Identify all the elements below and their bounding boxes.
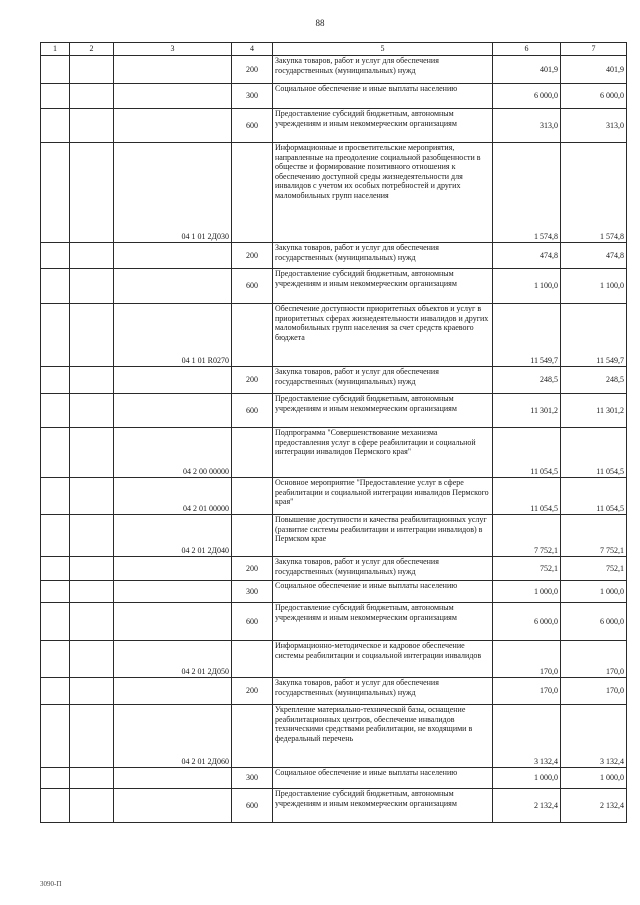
amount-col7: 6 000,0 (561, 84, 627, 109)
col1-cell (41, 557, 70, 581)
col1-cell (41, 603, 70, 641)
col1-cell (41, 428, 70, 478)
col1-cell (41, 678, 70, 705)
column-header: 2 (70, 43, 114, 56)
amount-col7: 1 574,8 (561, 143, 627, 243)
expense-type-code: 600 (232, 109, 273, 143)
col2-cell (70, 143, 114, 243)
col2-cell (70, 304, 114, 367)
target-article-code (114, 678, 232, 705)
item-name: Социальное обеспечение и иные выплаты населению (273, 84, 493, 109)
amount-col6: 6 000,0 (493, 603, 561, 641)
item-name: Укрепление материально-технической базы, оснащение реабилитационных центров, обеспечение инвалидов техническими средствами реабилитации, не входящими в федеральный перечень (273, 705, 493, 768)
expense-type-code: 200 (232, 367, 273, 394)
column-header: 3 (114, 43, 232, 56)
column-header: 1 (41, 43, 70, 56)
target-article-code: 04 1 01 R0270 (114, 304, 232, 367)
col2-cell (70, 84, 114, 109)
col1-cell (41, 768, 70, 789)
amount-col7: 752,1 (561, 557, 627, 581)
item-name: Информационные и просветительские мероприятия, направленные на преодоление социальной разобщенности в обществе и формирование позитивного отношения к обеспечению доступной среды жизнедеятельности для инвалидов с учетом их особых потребностей и других маломобильных групп населения (273, 143, 493, 243)
table-row (41, 678, 627, 705)
amount-col7: 170,0 (561, 641, 627, 678)
header-row (41, 43, 627, 56)
target-article-code: 04 2 01 2Д050 (114, 641, 232, 678)
expense-type-code: 600 (232, 789, 273, 823)
col2-cell (70, 768, 114, 789)
amount-col6: 1 000,0 (493, 581, 561, 603)
col2-cell (70, 109, 114, 143)
amount-col6: 11 549,7 (493, 304, 561, 367)
col1-cell (41, 269, 70, 304)
col2-cell (70, 367, 114, 394)
budget-table (40, 42, 627, 823)
table-row (41, 84, 627, 109)
expense-type-code: 200 (232, 243, 273, 269)
col2-cell (70, 641, 114, 678)
column-header: 4 (232, 43, 273, 56)
expense-type-code: 200 (232, 56, 273, 84)
amount-col6: 474,8 (493, 243, 561, 269)
amount-col6: 248,5 (493, 367, 561, 394)
col2-cell (70, 515, 114, 557)
amount-col7: 11 054,5 (561, 428, 627, 478)
col2-cell (70, 581, 114, 603)
expense-type-code: 200 (232, 557, 273, 581)
column-header: 7 (561, 43, 627, 56)
col1-cell (41, 84, 70, 109)
col1-cell (41, 304, 70, 367)
amount-col6: 7 752,1 (493, 515, 561, 557)
table-row (41, 768, 627, 789)
expense-type-code (232, 143, 273, 243)
amount-col7: 1 100,0 (561, 269, 627, 304)
amount-col7: 401,9 (561, 56, 627, 84)
expense-type-code: 300 (232, 84, 273, 109)
table-row (41, 109, 627, 143)
amount-col7: 1 000,0 (561, 768, 627, 789)
col2-cell (70, 56, 114, 84)
expense-type-code: 600 (232, 269, 273, 304)
col1-cell (41, 367, 70, 394)
target-article-code: 04 2 01 00000 (114, 478, 232, 515)
amount-col7: 6 000,0 (561, 603, 627, 641)
table-row (41, 304, 627, 367)
target-article-code (114, 789, 232, 823)
item-name: Социальное обеспечение и иные выплаты населению (273, 581, 493, 603)
item-name: Закупка товаров, работ и услуг для обеспечения государственных (муниципальных) нужд (273, 243, 493, 269)
item-name: Закупка товаров, работ и услуг для обеспечения государственных (муниципальных) нужд (273, 56, 493, 84)
item-name: Предоставление субсидий бюджетным, автономным учреждениям и иным некоммерческим организациям (273, 789, 493, 823)
col1-cell (41, 478, 70, 515)
target-article-code (114, 56, 232, 84)
amount-col7: 474,8 (561, 243, 627, 269)
expense-type-code (232, 515, 273, 557)
amount-col6: 11 054,5 (493, 478, 561, 515)
expense-type-code: 600 (232, 603, 273, 641)
item-name: Закупка товаров, работ и услуг для обеспечения государственных (муниципальных) нужд (273, 367, 493, 394)
target-article-code (114, 269, 232, 304)
item-name: Закупка товаров, работ и услуг для обеспечения государственных (муниципальных) нужд (273, 678, 493, 705)
expense-type-code: 200 (232, 678, 273, 705)
expense-type-code (232, 641, 273, 678)
col1-cell (41, 56, 70, 84)
amount-col7: 11 054,5 (561, 478, 627, 515)
col1-cell (41, 394, 70, 428)
col1-cell (41, 109, 70, 143)
table-row (41, 581, 627, 603)
column-header: 6 (493, 43, 561, 56)
target-article-code (114, 84, 232, 109)
table-row (41, 705, 627, 768)
table-row (41, 515, 627, 557)
amount-col7: 3 132,4 (561, 705, 627, 768)
table-row (41, 557, 627, 581)
table-row (41, 394, 627, 428)
target-article-code: 04 2 01 2Д060 (114, 705, 232, 768)
expense-type-code (232, 428, 273, 478)
amount-col7: 313,0 (561, 109, 627, 143)
target-article-code (114, 394, 232, 428)
item-name: Информационно-методическое и кадровое обеспечение системы реабилитации и социальной интеграции инвалидов (273, 641, 493, 678)
table-row (41, 143, 627, 243)
col1-cell (41, 143, 70, 243)
amount-col6: 3 132,4 (493, 705, 561, 768)
target-article-code: 04 1 01 2Д030 (114, 143, 232, 243)
expense-type-code (232, 304, 273, 367)
target-article-code (114, 367, 232, 394)
expense-type-code: 600 (232, 394, 273, 428)
item-name: Подпрограмма "Совершенствование механизма предоставления услуг в сфере реабилитации и социальной интеграции инвалидов Пермского края" (273, 428, 493, 478)
target-article-code (114, 603, 232, 641)
amount-col7: 1 000,0 (561, 581, 627, 603)
col2-cell (70, 428, 114, 478)
amount-col6: 401,9 (493, 56, 561, 84)
col1-cell (41, 581, 70, 603)
col2-cell (70, 243, 114, 269)
item-name: Социальное обеспечение и иные выплаты населению (273, 768, 493, 789)
table-row (41, 56, 627, 84)
col2-cell (70, 603, 114, 641)
target-article-code (114, 109, 232, 143)
amount-col7: 2 132,4 (561, 789, 627, 823)
target-article-code (114, 768, 232, 789)
col2-cell (70, 269, 114, 304)
col2-cell (70, 394, 114, 428)
item-name: Предоставление субсидий бюджетным, автономным учреждениям и иным некоммерческим организациям (273, 269, 493, 304)
amount-col6: 170,0 (493, 641, 561, 678)
target-article-code: 04 2 00 00000 (114, 428, 232, 478)
target-article-code: 04 2 01 2Д040 (114, 515, 232, 557)
item-name: Предоставление субсидий бюджетным, автономным учреждениям и иным некоммерческим организациям (273, 394, 493, 428)
table-row (41, 428, 627, 478)
col2-cell (70, 478, 114, 515)
col2-cell (70, 557, 114, 581)
item-name: Закупка товаров, работ и услуг для обеспечения государственных (муниципальных) нужд (273, 557, 493, 581)
col1-cell (41, 641, 70, 678)
amount-col6: 11 301,2 (493, 394, 561, 428)
amount-col6: 752,1 (493, 557, 561, 581)
amount-col7: 7 752,1 (561, 515, 627, 557)
amount-col6: 1 100,0 (493, 269, 561, 304)
col1-cell (41, 705, 70, 768)
table-row (41, 367, 627, 394)
target-article-code (114, 581, 232, 603)
col1-cell (41, 243, 70, 269)
amount-col6: 1 000,0 (493, 768, 561, 789)
amount-col7: 11 549,7 (561, 304, 627, 367)
table-row (41, 478, 627, 515)
amount-col6: 313,0 (493, 109, 561, 143)
table-row (41, 789, 627, 823)
item-name: Основное мероприятие "Предоставление услуг в сфере реабилитации и социальной интеграции инвалидов Пермского края" (273, 478, 493, 515)
amount-col7: 11 301,2 (561, 394, 627, 428)
col2-cell (70, 705, 114, 768)
item-name: Повышение доступности и качества реабилитационных услуг (развитие системы реабилитации и интеграции инвалидов) в Пермском крае (273, 515, 493, 557)
amount-col7: 170,0 (561, 678, 627, 705)
page-number: 88 (315, 18, 325, 28)
amount-col6: 11 054,5 (493, 428, 561, 478)
target-article-code (114, 243, 232, 269)
column-header: 5 (273, 43, 493, 56)
amount-col6: 6 000,0 (493, 84, 561, 109)
col2-cell (70, 789, 114, 823)
table-row (41, 603, 627, 641)
expense-type-code: 300 (232, 768, 273, 789)
item-name: Предоставление субсидий бюджетным, автономным учреждениям и иным некоммерческим организациям (273, 109, 493, 143)
item-name: Предоставление субсидий бюджетным, автономным учреждениям и иным некоммерческим организациям (273, 603, 493, 641)
col1-cell (41, 515, 70, 557)
amount-col6: 1 574,8 (493, 143, 561, 243)
target-article-code (114, 557, 232, 581)
expense-type-code: 300 (232, 581, 273, 603)
col1-cell (41, 789, 70, 823)
amount-col6: 170,0 (493, 678, 561, 705)
table-row (41, 243, 627, 269)
expense-type-code (232, 705, 273, 768)
table-row (41, 641, 627, 678)
amount-col7: 248,5 (561, 367, 627, 394)
item-name: Обеспечение доступности приоритетных объектов и услуг в приоритетных сферах жизнедеятельности инвалидов и других маломобильных групп населения за счет средств краевого бюджета (273, 304, 493, 367)
document-code: 3090-П (40, 880, 62, 888)
amount-col6: 2 132,4 (493, 789, 561, 823)
expense-type-code (232, 478, 273, 515)
table-row (41, 269, 627, 304)
col2-cell (70, 678, 114, 705)
